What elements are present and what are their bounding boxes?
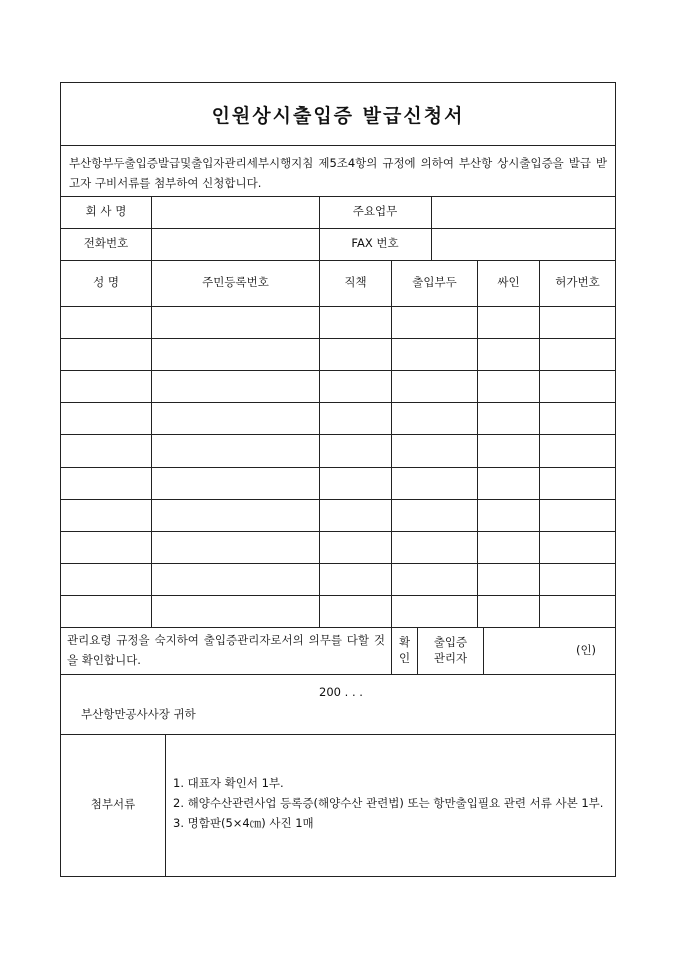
- table-cell-signature[interactable]: [478, 306, 539, 338]
- table-cell-permit-number[interactable]: [540, 370, 615, 402]
- intro-text: 부산항부두출입증발급및출입자관리세부시행지침 제5조4항의 규정에 의하여 부산항 상시출입증을 발급 받고자 구비서류를 첨부하여 신청합니다.: [69, 156, 607, 190]
- table-cell-position[interactable]: [320, 338, 391, 370]
- table-cell-signature[interactable]: [478, 595, 539, 627]
- table-cell-name[interactable]: [61, 402, 151, 434]
- company-name-label: 회 사 명: [85, 204, 127, 219]
- fax-label: FAX 번호: [351, 236, 399, 251]
- table-cell-resident-number[interactable]: [152, 370, 319, 402]
- table-cell-permit-number[interactable]: [540, 338, 615, 370]
- table-cell-name[interactable]: [61, 434, 151, 466]
- table-cell-pier[interactable]: [392, 595, 477, 627]
- fax-field[interactable]: [432, 228, 615, 260]
- table-cell-position[interactable]: [320, 595, 391, 627]
- confirm-label-line2: 인: [398, 650, 411, 665]
- table-cell-name[interactable]: [61, 595, 151, 627]
- phone-label: 전화번호: [83, 236, 129, 251]
- date-line[interactable]: 200 . . .: [319, 685, 363, 700]
- table-cell-name[interactable]: [61, 370, 151, 402]
- table-cell-permit-number[interactable]: [540, 434, 615, 466]
- attachments-label: 첨부서류: [90, 797, 136, 812]
- table-cell-resident-number[interactable]: [152, 338, 319, 370]
- manager-label-line2: 관리자: [433, 650, 468, 665]
- attachments-list: [173, 773, 613, 833]
- table-cell-resident-number[interactable]: [152, 595, 319, 627]
- table-cell-resident-number[interactable]: [152, 563, 319, 595]
- seal-mark[interactable]: (인): [575, 642, 597, 657]
- table-cell-position[interactable]: [320, 467, 391, 499]
- table-cell-resident-number[interactable]: [152, 402, 319, 434]
- table-cell-signature[interactable]: [478, 531, 539, 563]
- table-cell-permit-number[interactable]: [540, 595, 615, 627]
- table-cell-name[interactable]: [61, 338, 151, 370]
- attachment-item-1: 1. 대표자 확인서 1부.: [173, 776, 284, 790]
- table-cell-permit-number[interactable]: [540, 306, 615, 338]
- confirm-text: 관리요령 규정을 숙지하여 출입증관리자로서의 의무를 다할 것을 확인합니다.: [67, 633, 385, 667]
- attachment-item-2: 2. 해양수산관련사업 등록증(해양수산 관련법) 또는 항만출입필요 관련 서류 사본 1부.: [173, 796, 604, 810]
- table-cell-signature[interactable]: [478, 370, 539, 402]
- table-cell-pier[interactable]: [392, 434, 477, 466]
- col-header-position: 직책: [344, 275, 367, 290]
- company-name-field[interactable]: [152, 196, 319, 228]
- table-cell-permit-number[interactable]: [540, 563, 615, 595]
- table-cell-pier[interactable]: [392, 563, 477, 595]
- table-cell-pier[interactable]: [392, 467, 477, 499]
- main-business-field[interactable]: [432, 196, 615, 228]
- table-cell-pier[interactable]: [392, 370, 477, 402]
- table-cell-name[interactable]: [61, 499, 151, 531]
- table-cell-resident-number[interactable]: [152, 306, 319, 338]
- manager-label: [418, 627, 483, 674]
- table-cell-position[interactable]: [320, 563, 391, 595]
- table-cell-signature[interactable]: [478, 467, 539, 499]
- table-cell-signature[interactable]: [478, 402, 539, 434]
- table-cell-name[interactable]: [61, 306, 151, 338]
- table-cell-position[interactable]: [320, 499, 391, 531]
- attachment-item-3: 3. 명함판(5×4㎝) 사진 1매: [173, 816, 314, 830]
- confirm-label: [392, 627, 417, 674]
- col-header-pier: 출입부두: [412, 275, 457, 290]
- col-header-permit-number: 허가번호: [555, 275, 600, 290]
- table-cell-name[interactable]: [61, 563, 151, 595]
- col-header-name: 성 명: [93, 275, 119, 290]
- table-cell-resident-number[interactable]: [152, 434, 319, 466]
- table-cell-signature[interactable]: [478, 563, 539, 595]
- table-cell-resident-number[interactable]: [152, 467, 319, 499]
- phone-field[interactable]: [152, 228, 319, 260]
- table-cell-resident-number[interactable]: [152, 531, 319, 563]
- table-cell-position[interactable]: [320, 434, 391, 466]
- table-cell-permit-number[interactable]: [540, 402, 615, 434]
- main-business-label: 주요업무: [352, 204, 398, 219]
- col-header-signature: 싸인: [497, 275, 520, 290]
- confirm-label-line1: 확: [398, 634, 411, 649]
- table-cell-position[interactable]: [320, 306, 391, 338]
- table-cell-pier[interactable]: [392, 402, 477, 434]
- manager-label-line1: 출입증: [433, 634, 468, 649]
- table-cell-name[interactable]: [61, 467, 151, 499]
- table-cell-pier[interactable]: [392, 499, 477, 531]
- addressee: 부산항만공사사장 귀하: [81, 707, 196, 722]
- application-form: [60, 82, 616, 877]
- table-cell-resident-number[interactable]: [152, 499, 319, 531]
- col-header-resident-number: 주민등록번호: [202, 275, 269, 290]
- table-cell-signature[interactable]: [478, 434, 539, 466]
- table-cell-signature[interactable]: [478, 499, 539, 531]
- table-cell-position[interactable]: [320, 370, 391, 402]
- form-title: 인원상시출입증 발급신청서: [211, 104, 465, 127]
- table-cell-pier[interactable]: [392, 531, 477, 563]
- table-cell-name[interactable]: [61, 531, 151, 563]
- table-cell-pier[interactable]: [392, 306, 477, 338]
- table-cell-signature[interactable]: [478, 338, 539, 370]
- table-cell-position[interactable]: [320, 531, 391, 563]
- table-cell-permit-number[interactable]: [540, 531, 615, 563]
- table-cell-pier[interactable]: [392, 338, 477, 370]
- table-cell-position[interactable]: [320, 402, 391, 434]
- table-cell-permit-number[interactable]: [540, 467, 615, 499]
- table-cell-permit-number[interactable]: [540, 499, 615, 531]
